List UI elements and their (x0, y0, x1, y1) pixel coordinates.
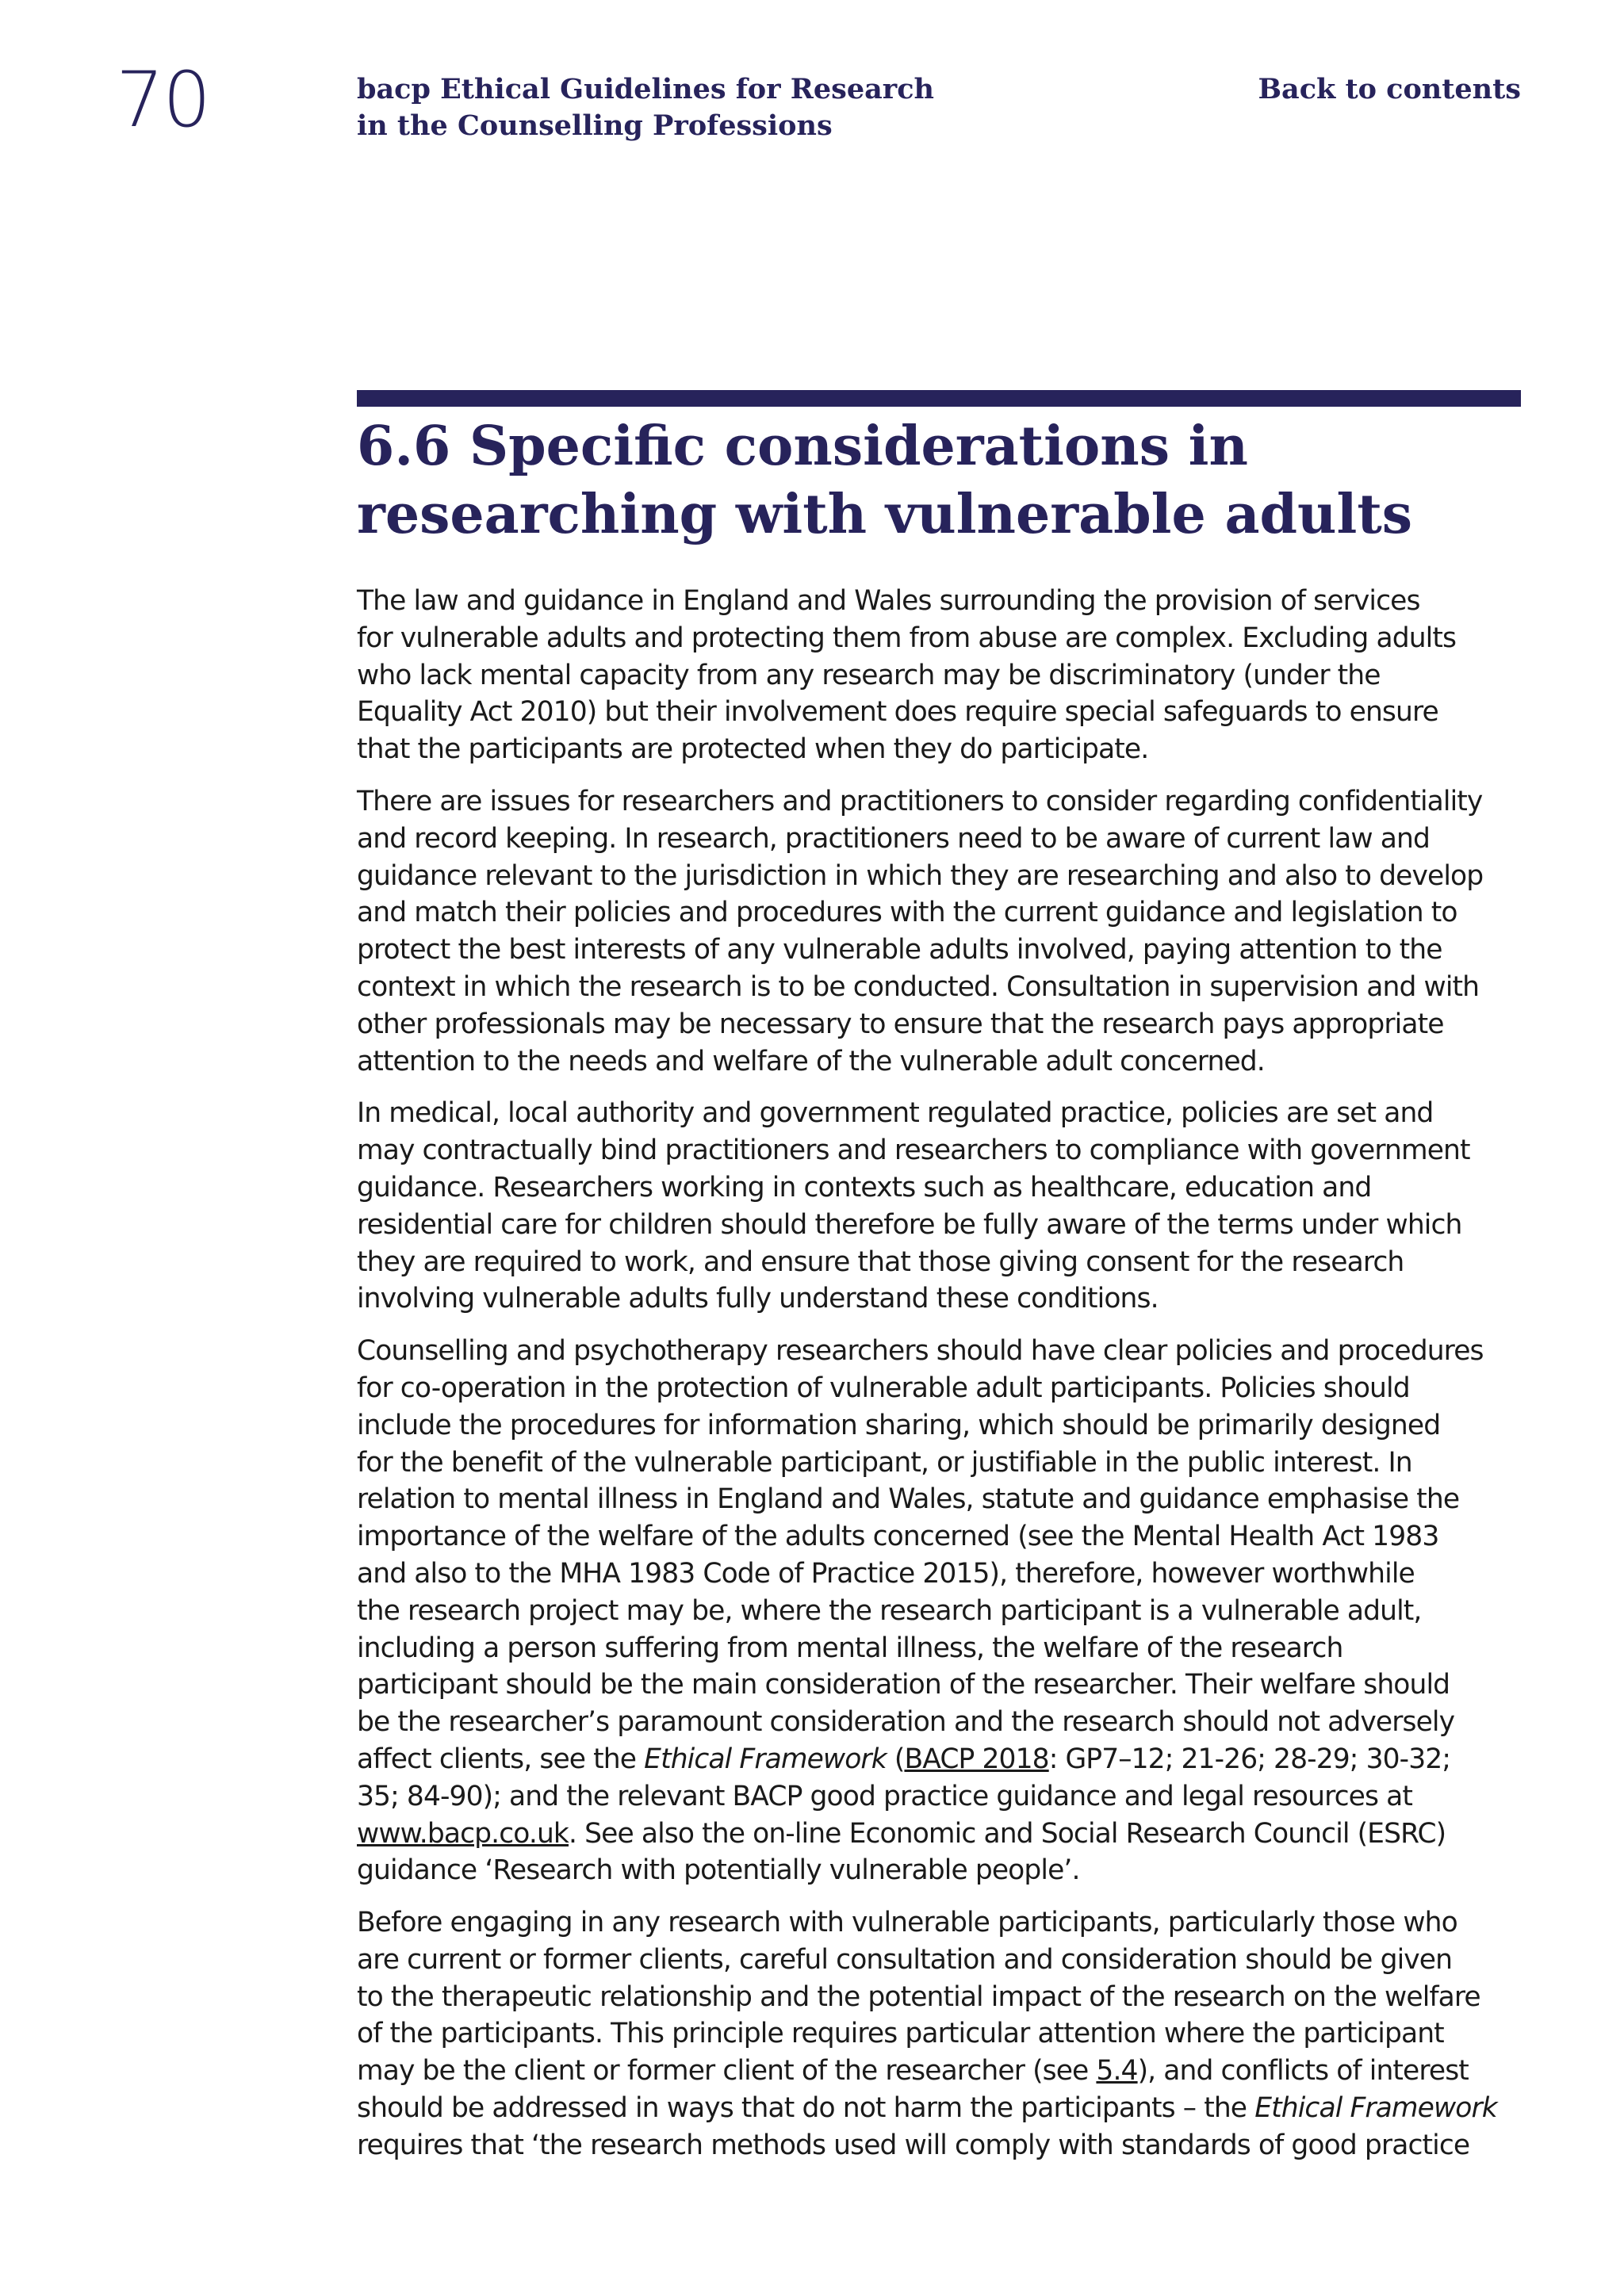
section-rule (357, 390, 1521, 407)
text-line: guidance relevant to the jurisdiction in which they are researching and also to develop (357, 859, 1484, 892)
ethical-framework-title: Ethical Framework (644, 1743, 887, 1775)
text-line (357, 2053, 1522, 2090)
document-title-line-2: in the Counselling Professions (357, 109, 833, 142)
paragraph-1 (357, 583, 1522, 768)
text-line: protect the best interests of any vulnerable adults involved, paying attention to the (357, 934, 1442, 966)
text-line: and record keeping. In research, practitioners need to be aware of current law and (357, 822, 1431, 855)
text-line (357, 1741, 1522, 1778)
body-content (357, 583, 1522, 2179)
text-line: to the therapeutic relationship and the potential impact of the research on the welfare (357, 1980, 1480, 2013)
text-line: guidance ‘Research with potentially vulnerable people’. (357, 1854, 1080, 1887)
text-line: context in which the research is to be conducted. Consultation in supervision and with (357, 970, 1480, 1003)
text-line: involving vulnerable adults fully understand these conditions. (357, 1283, 1159, 1315)
text-line: There are issues for researchers and practitioners to consider regarding confidentiality (357, 785, 1483, 817)
page-number: 70 (116, 55, 210, 144)
text-line: residential care for children should therefore be fully aware of the terms under which (357, 1208, 1462, 1241)
text-line: the research project may be, where the research participant is a vulnerable adult, (357, 1594, 1422, 1627)
text-line: relation to mental illness in England and Wales, statute and guidance emphasise the (357, 1483, 1460, 1516)
paragraph-3 (357, 1095, 1522, 1318)
text-run: : GP7–12; 21-26; 28-29; 30-32; (1048, 1743, 1451, 1775)
section-5-4-link[interactable]: 5.4 (1096, 2055, 1138, 2087)
section-heading-line-2: researching with vulnerable adults (357, 483, 1413, 546)
text-line: for the benefit of the vulnerable participant, or justifiable in the public interest. In (357, 1446, 1412, 1479)
text-line: attention to the needs and welfare of the vulnerable adult concerned. (357, 1045, 1265, 1077)
text-line: include the procedures for information sharing, which should be primarily designed (357, 1409, 1441, 1441)
text-line: who lack mental capacity from any research may be discriminatory (under the (357, 659, 1381, 691)
paragraph-5 (357, 1904, 1522, 2164)
text-line: of the participants. This principle requires particular attention where the participant (357, 2018, 1444, 2050)
back-to-contents-link[interactable]: Back to contents (1258, 73, 1521, 105)
text-line: and match their policies and procedures with the current guidance and legislation to (357, 897, 1457, 929)
text-line: participant should be the main consideration of the researcher. Their welfare should (357, 1669, 1450, 1701)
text-line: In medical, local authority and government regulated practice, policies are set and (357, 1097, 1434, 1130)
text-line: requires that ‘the research methods used will comply with standards of good practice (357, 2129, 1470, 2161)
text-line: may contractually bind practitioners and researchers to compliance with government (357, 1135, 1470, 1167)
text-line: they are required to work, and ensure that those giving consent for the research (357, 1246, 1404, 1278)
bacp-2018-link[interactable]: BACP 2018 (904, 1743, 1049, 1775)
section-heading-line-1: 6.6 Specific considerations in (357, 415, 1248, 478)
text-line: Equality Act 2010) but their involvement does require special safeguards to ensure (357, 696, 1438, 729)
text-line: and also to the MHA 1983 Code of Practice 2015), therefore, however worthwhile (357, 1557, 1415, 1590)
text-run: . See also the on-line Economic and Social Research Council (ESRC) (569, 1817, 1446, 1850)
text-line (357, 2090, 1522, 2127)
text-line: guidance. Researchers working in contexts such as healthcare, education and (357, 1171, 1372, 1203)
paragraph-4 (357, 1333, 1522, 1889)
text-line: are current or former clients, careful consultation and consideration should be given (357, 1943, 1453, 1976)
text-line: 35; 84-90); and the relevant BACP good practice guidance and legal resources at (357, 1780, 1413, 1812)
text-run: ), and conflicts of interest (1137, 2055, 1469, 2087)
text-line: other professionals may be necessary to ensure that the research pays appropriate (357, 1008, 1444, 1040)
text-line: Counselling and psychotherapy researchers should have clear policies and procedures (357, 1335, 1484, 1368)
text-run: should be addressed in ways that do not harm the participants – the (357, 2092, 1255, 2125)
text-line: The law and guidance in England and Wales surrounding the provision of services (357, 585, 1420, 617)
text-run: affect clients, see the (357, 1743, 645, 1775)
text-line: Before engaging in any research with vulnerable participants, particularly those who (357, 1907, 1457, 1939)
text-line: for vulnerable adults and protecting them from abuse are complex. Excluding adults (357, 622, 1457, 654)
text-line: that the participants are protected when they do participate. (357, 733, 1149, 766)
document-title (357, 71, 934, 144)
section-heading (357, 412, 1515, 549)
text-line: be the researcher’s paramount consideration and the research should not adversely (357, 1706, 1455, 1739)
text-line: importance of the welfare of the adults concerned (see the Mental Health Act 1983 (357, 1521, 1439, 1553)
document-title-line-1: bacp Ethical Guidelines for Research (357, 73, 934, 105)
text-run: ( (886, 1743, 905, 1775)
ethical-framework-title: Ethical Framework (1254, 2092, 1497, 2125)
text-line (357, 1816, 1522, 1853)
text-line: for co-operation in the protection of vulnerable adult participants. Policies should (357, 1372, 1410, 1404)
paragraph-2 (357, 783, 1522, 1080)
bacp-website-link[interactable]: www.bacp.co.uk (357, 1817, 569, 1850)
text-line: including a person suffering from mental illness, the welfare of the research (357, 1632, 1343, 1664)
text-run: may be the client or former client of the researcher (see (357, 2055, 1097, 2087)
